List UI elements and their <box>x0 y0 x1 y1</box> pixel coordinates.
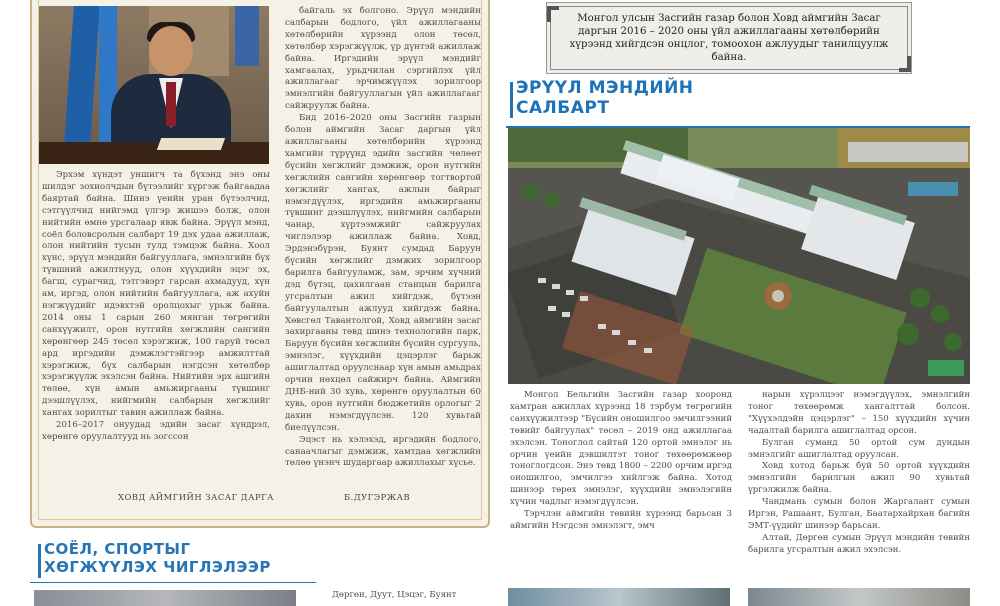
article-paragraph: Алтай, Дөргөн сумын Эрүүл мэндийн төвийн барилга угсралтын ажил эхэлсэн. <box>748 532 970 555</box>
editorial-paragraph: Эрхэм хүндэт уншигч та бүхэнд энэ оны шилдэг зохиолчдын бүтээлийг хүргэж байгаадаа баяртай байна. Шинэ үеийн уран бүтээлчид, сэтгүүлчид нийгэмд үлгэр жишээ болж, олон нийтийн өмнө урсгалаар явж байна. Эрүүл мэнд, соёл боловсролын салбарт 19 дэх удаа ажиллаж, олон нийтийн тусын тулд тэмцэж байна. Хоол хүнс, эрүүл мэндийн байгууллага, эмнэлгийн бүх түвшний ажилтнууд, олон хүүхдийн эцэг эх, багш, сурагчид, тэтгэвэрт гарсан ахмадууд, хүн ам, иргэд, олон нийтийн байгууллага, аж ахуйн нэгжүүдийг идэвхтэй оролцохыг урьж байна. 2014 оны 1 сарын 260 мянган төгрөгийн санхүүжилт, орон нутгийн хөгжлийн сангийн хөрөнгөөр 245 төсөл хэрэгжиж, 100 гаруй төсөл ард иргэдийн дэмжлэгтэйгээр амжилттай хэрэгжиж, бүх салбарын нэгдсэн хөтөлбөр хэрэгжүүлж эхэлсэн байна. Нийтийн эрх ашгийн төлөө, хүн амын амьжиргааны түвшинг дээшлүүлэх, нийгмийн салбарын хөгжлийг хангах зорилтыг тавин ажиллаж байна. <box>42 170 270 419</box>
signature-title: ХОВД АЙМГИЙН ЗАСАГ ДАРГА <box>118 492 274 502</box>
health-text-col1 <box>510 390 732 566</box>
editorial-text-col1 <box>42 170 270 490</box>
article-paragraph: Монгол Бельгийн Засгийн газар хооронд хамтран ажиллах хүрээнд 18 тэрбум төгрөгийн санхүүжилтээр "Бүсийн оношилгоо эмчилгээний төвийг байгуулах" төсөл – 2019 онд ажиллагаа эхэлсэн. Тоноглол сайтай 120 ортой эмнэлэг нь орчин үеийн дэвшилтэт тоног төхөөрөмжөөр тоноглогдсон. Энэ төвд 1800 – 2200 орчим иргэд оношилгоо, эмчилгээ хийлгэж байна. Хотод шинээр төрөх эмнэлэг, хүүхдийн эмнэлэгийн хүчин чадлыг нэмэгдүүлсэн. <box>510 390 732 508</box>
editorial-text-col2 <box>285 6 481 490</box>
bottom-photo-left <box>508 588 730 606</box>
section-title-culture <box>44 540 271 576</box>
culture-snippet-text: Дөргөн, Дуут, Цэцэг, Буянт <box>332 590 457 600</box>
section-title-line: СОЁЛ, СПОРТЫГ <box>44 540 191 558</box>
editorial-paragraph: байгаль эх болгоно. Эрүүл мэндийн салбарын бодлого, үйл ажиллагааны хөтөлбөрийн хүрээнд олон төсөл, хөтөлбөр хэрэгжүүлж, үр дүнтэй ажиллаж байна. Иргэдийн эрүүл мэндийг хамгаалах, урьдчилан сэргийлэх үйл ажиллагааг эрчимжүүлэх зорилгоор эмнэлгийн байгууллагын үйл ажиллагааг сайжруулж байна. <box>285 6 481 112</box>
bottom-photo-right <box>748 588 970 606</box>
notice-corner-ornament <box>547 6 559 22</box>
article-paragraph: Булган суманд 50 ортой сум дундын эмнэлгийг ашиглалтад оруулсан. <box>748 437 970 460</box>
section-title-line: ХӨГЖҮҮЛЭХ ЧИГЛЭЛЭЭР <box>44 558 271 576</box>
section-rule <box>30 582 316 583</box>
culture-photo <box>34 590 296 606</box>
section-title-health <box>516 78 694 118</box>
section-accent-bar <box>38 544 41 578</box>
hospital-aerial-photo <box>508 128 970 384</box>
editorial-paragraph: 2016–2017 онуудад эдийн засаг хүндрэл, хөрөнгө оруулалтууд нь зогссон <box>42 420 270 442</box>
editorial-paragraph: Бид 2016–2020 оны Засгийн газрын болон аймгийн Засаг даргын үйл ажиллагааны хөтөлбөрийн хүрээнд хамгийн түрүүнд эдийн засгийн чөлөөт бүсийн хөгжлийг дэмжиж, орон нутгийн хөгжлийн сангийн хөрөнгөөр тогтвортой хөгжлийг хангах, ажлын байрыг нэмэгдүүлэх, иргэдийн амьжиргааны түвшинг дээшлүүлэх, нийгмийн салбарын чанар, хүртээмжийг сайжруулах чиглэлээр ажиллаж байна. Ховд, Эрдэнэбүрэн, Буянт сумдад Баруун бүсийн хөгжлийг дэмжих зорилгоор барилга байгууламж, зам, эрчим хүчний дэд бүтэц, цахилгаан станцын барилга угсралтын ажил хийгдэж, бүтээн байгуулалтын ажлууд хийгдэж байна. Хөвсгөл Тавантолгой, Ховд аймгийн засаг захиргааны төвд шинэ технологийн парк, Баруун бүсийн хөгжлийн бүсийн сургууль, эмнэлэг, хүүхдийн цэцэрлэг барьж ашиглалтад оруулснаар хүн амын амьдрах орчин нөхцөл сайжирч байна. Аймгийн ДНБ-ний 30 хувь, хөрөнгө оруулалтын 60 хувь, орон нутгийн бюджетийн орлогыг 2 дахин нэмэгдүүлсэн. 120 хувьтай биелүүлсэн. <box>285 113 481 433</box>
health-text-col2 <box>748 390 970 566</box>
article-paragraph: Чандмань сумын болон Жаргалант сумын Иргэн, Рашаант, Булган, Баатархайрхан багийн ЭМТ-үүдийг шинээр барьсан. <box>748 497 970 531</box>
article-paragraph: Тэрчлэн аймгийн төвийн хүрээнд барьсан 3 аймгийн Нэгдсэн эмнэлэгт, эмч <box>510 509 732 531</box>
notice-box: Монгол улсын Засгийн газар болон Ховд аймгийн Засаг даргын 2016 – 2020 оны үйл ажиллагааны хөтөлбөрийн хүрээнд хийгдсэн онцлог, томоохон ажлуудыг танилцуулж байна. <box>550 6 908 70</box>
hospital-photo-drawing <box>508 128 970 384</box>
section-title-line: ЭРҮҮЛ МЭНДИЙН <box>516 78 694 98</box>
article-paragraph: нарын хүрэлцээг нэмэгдүүлэх, эмнэлгийн тоног төхөөрөмж хангалттай болсон. "Хүүхэлдэйн цэцэрлэг" – 150 хүүхдийн хүчин чадалтай барилга ашиглалтад орсон. <box>748 390 970 436</box>
signature-name: Б.ДУГЭРЖАВ <box>344 492 411 502</box>
editorial-paragraph: Эцэст нь хэлэхэд, иргэдийн бодлого, санаачлагыг дэмжиж, хамтдаа хөгжлийн төлөө үнэнч шударгаар ажиллахыг хүсье. <box>285 434 481 469</box>
governor-portrait <box>39 6 269 164</box>
section-title-line: САЛБАРТ <box>516 98 610 118</box>
section-accent-bar <box>510 82 513 118</box>
notice-corner-ornament <box>899 56 911 72</box>
article-paragraph: Ховд хотод барьж буй 50 ортой хүүхдийн эмнэлгийн барилгын ажил 90 хувьтай үргэлжилж байна. <box>748 461 970 496</box>
